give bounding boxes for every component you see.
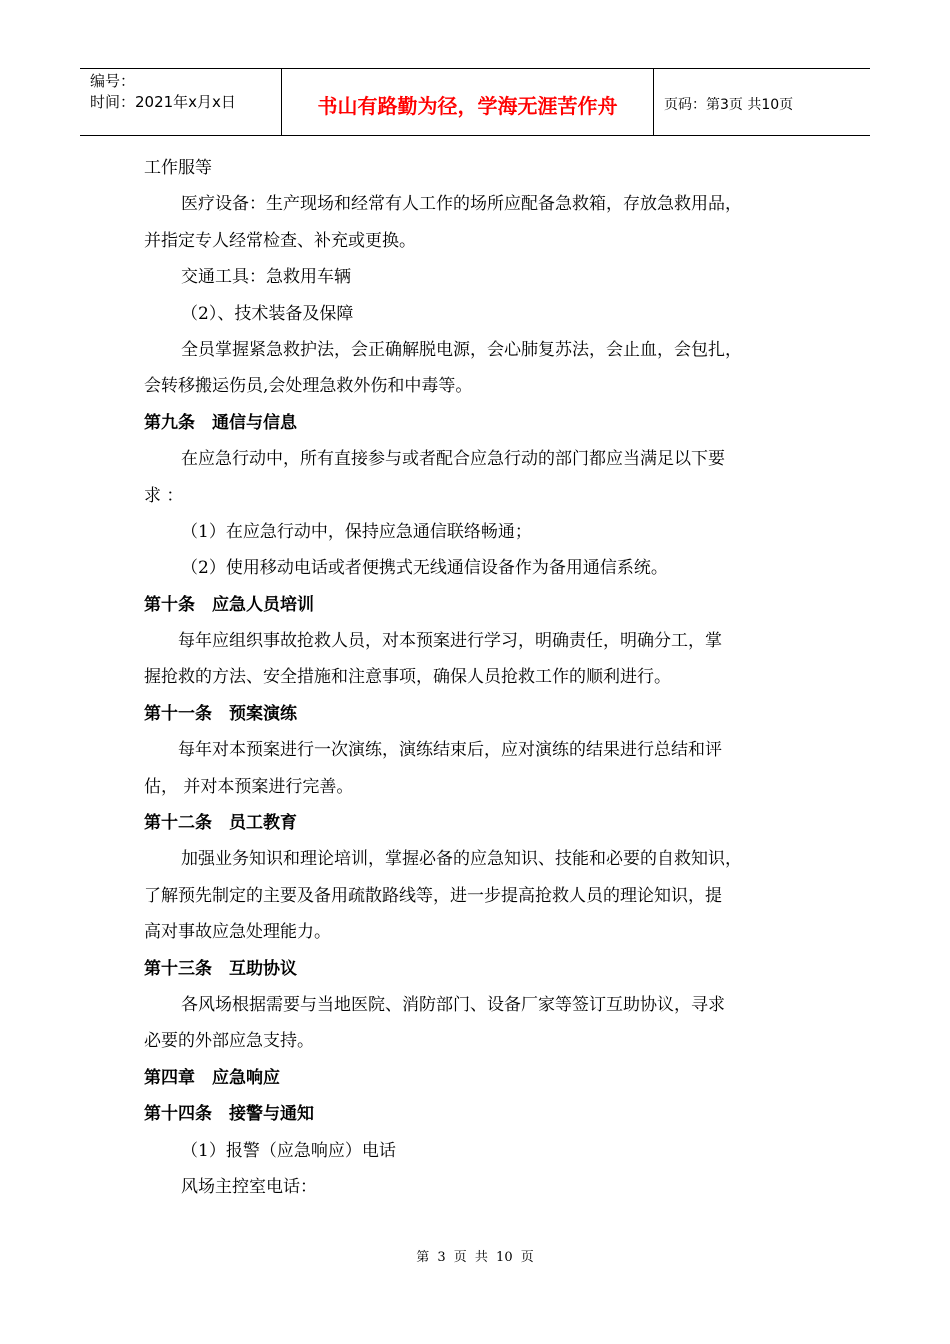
paragraph-line: （2）、技术装备及保障: [181, 303, 354, 324]
section-heading: 第十三条 互助协议: [144, 958, 297, 979]
section-heading: 第十二条 员工教育: [144, 813, 297, 834]
section-heading: 第九条 通信与信息: [144, 412, 297, 433]
chapter-heading: 第四章 应急响应: [144, 1067, 280, 1088]
paragraph-line: 工作服等: [144, 158, 212, 178]
paragraph-line: 各风场根据需要与当地医院、消防部门、设备厂家等签订互助协议，寻求: [181, 994, 725, 1015]
header-page-info: 页码：第3页 共10页: [664, 97, 794, 113]
section-heading: 第十条 应急人员培训: [144, 594, 314, 615]
paragraph-line: 风场主控室电话：: [181, 1176, 317, 1197]
paragraph-line: （1）报警（应急响应）电话: [181, 1140, 396, 1161]
paragraph-line: 会转移搬运伤员,会处理急救外伤和中毒等。: [144, 376, 473, 397]
paragraph-line: 医疗设备：生产现场和经常有人工作的场所应配备急救箱，存放急救用品，: [181, 194, 742, 215]
paragraph-line: 加强业务知识和理论培训，掌握必备的应急知识、技能和必要的自救知识，: [181, 849, 742, 870]
paragraph-line: 必要的外部应急支持。: [144, 1031, 314, 1052]
paragraph-line: （1）在应急行动中，保持应急通信联络畅通；: [181, 521, 532, 542]
section-heading: 第十一条 预案演练: [144, 703, 297, 724]
paragraph-line: 高对事故应急处理能力。: [144, 922, 331, 943]
paragraph-line: 在应急行动中，所有直接参与或者配合应急行动的部门都应当满足以下要: [181, 449, 725, 470]
paragraph-line: 并指定专人经常检查、补充或更换。: [144, 230, 416, 251]
paragraph-line: 每年对本预案进行一次演练，演练结束后，应对演练的结果进行总结和评: [178, 740, 722, 761]
paragraph-line: 交通工具：急救用车辆: [181, 267, 351, 288]
document-body: [144, 150, 824, 1205]
header-meta: [80, 69, 282, 135]
document-number-label: 编号：: [90, 72, 136, 90]
header-motto: 书山有路勤为径，学海无涯苦作舟: [282, 69, 654, 135]
paragraph-line: 估， 并对本预案进行完善。: [144, 776, 354, 797]
paragraph-line: 了解预先制定的主要及备用疏散路线等，进一步提高抢救人员的理论知识，提: [144, 885, 722, 906]
page-footer: 第 3 页 共 10 页: [416, 1250, 534, 1265]
paragraph-line: 全员掌握紧急救护法，会正确解脱电源，会心肺复苏法，会止血，会包扎，: [181, 339, 742, 360]
section-heading: 第十四条 接警与通知: [144, 1104, 314, 1125]
paragraph-line: 每年应组织事故抢救人员，对本预案进行学习，明确责任，明确分工，掌: [178, 631, 722, 652]
paragraph-line: 握抢救的方法、安全措施和注意事项，确保人员抢救工作的顺利进行。: [144, 667, 671, 688]
page-header: [80, 68, 870, 136]
paragraph-line: （2）使用移动电话或者便携式无线通信设备作为备用通信系统。: [181, 558, 668, 579]
paragraph-line: 求 ：: [144, 485, 184, 506]
document-date: 时间：2021年x月x日: [90, 93, 236, 111]
